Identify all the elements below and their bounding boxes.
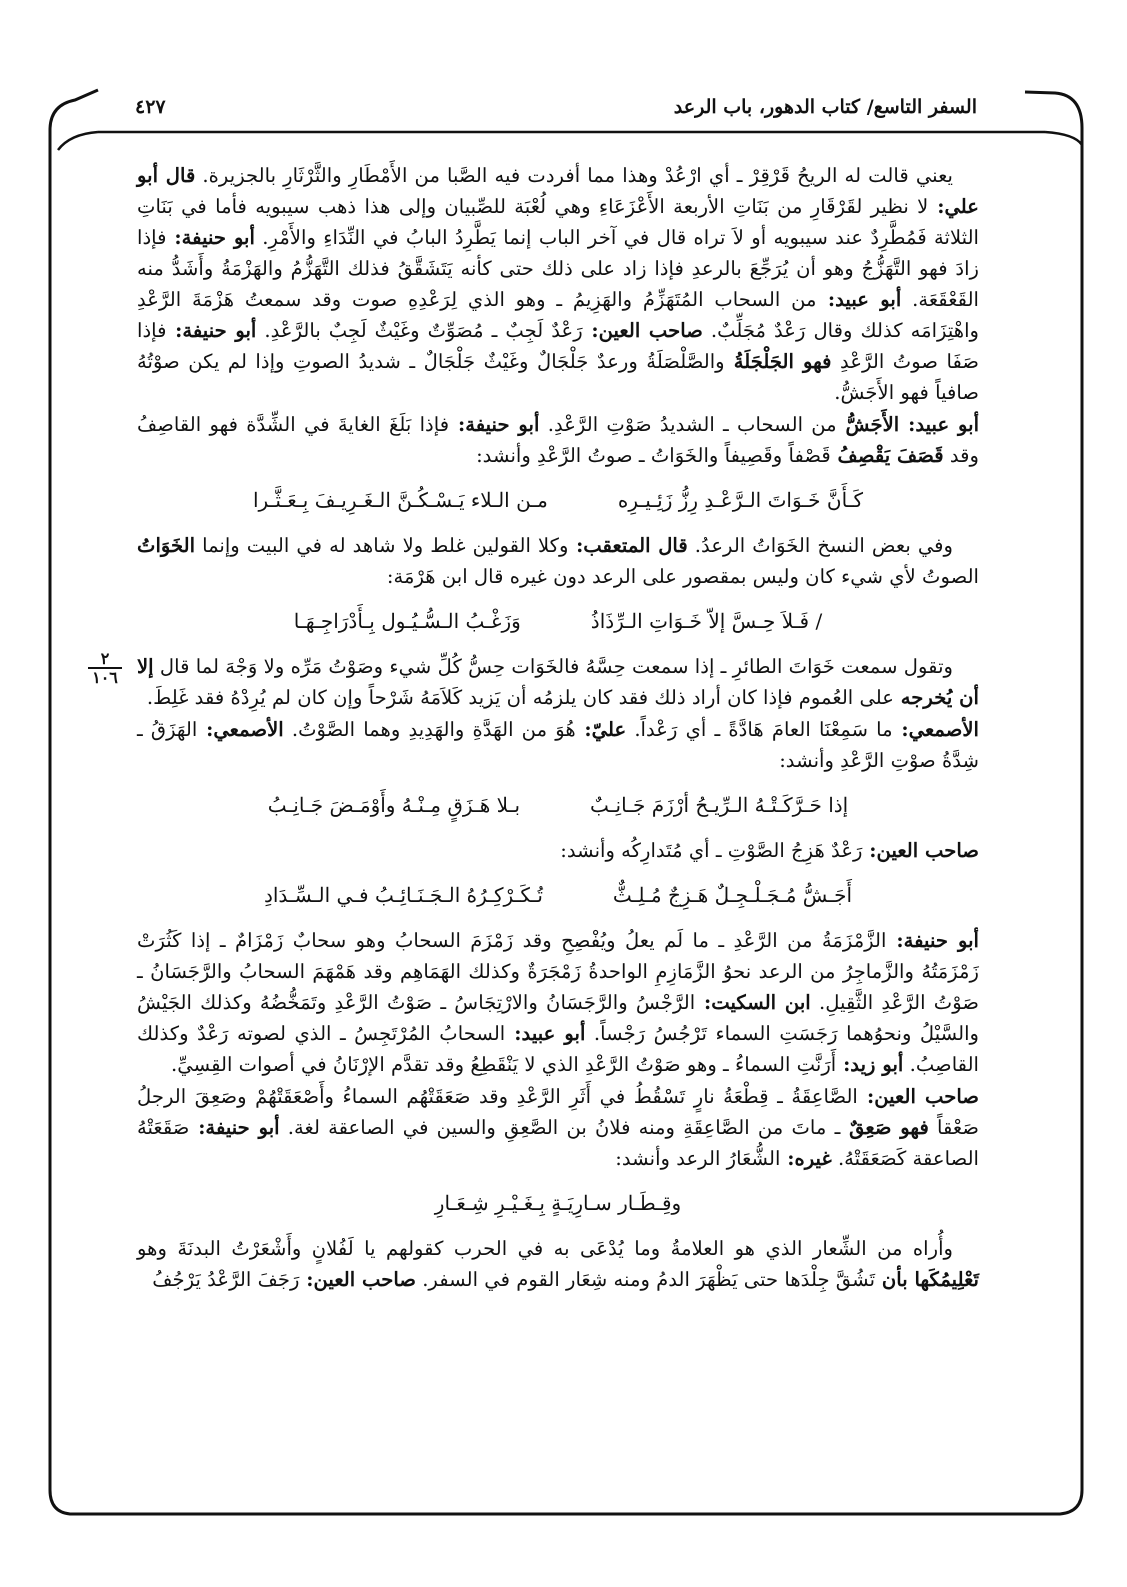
verse-hemistich-left: تُـكَـرْكِـرُهُ الـجَـنَـائِـبُ فـي الـسِّـدَادِ [263, 883, 543, 907]
text-run: فإذا بَلَغَ الغايةَ في الشِّدَّة فهو القاصِفُ وقد [137, 413, 979, 467]
margin-note-numerator: ٢ [100, 649, 110, 668]
text-run: هُوَ من الهَدَّةِ والهَدِيدِ وهما الصَّوْتُ. [283, 718, 576, 741]
verse-hemistich-left: بـلا هَـزَقٍ مِـنْـهُ وأَوْمَـضَ جَـانِـبُ [267, 793, 521, 817]
margin-note-denominator: ١٠٦ [88, 667, 122, 686]
verse-hemistich-left: وَزَغْـبُ الـسُّـيُـول بِـأَدْرَاجِـهَـا [293, 609, 521, 633]
bold-term: أبو عبيد: [505, 1022, 586, 1045]
bold-term: أبو حنيفة: [189, 1116, 280, 1139]
bold-term: صاحب العين: [582, 319, 703, 342]
text-run: الصَّاعِقَةُ ـ قِطْعَةُ نارٍ تَسْقُطُ في أَثَرِ الرَّعْدِ وقد صَعَقَتْهُم السماءُ وأَصْعَقَتْهُمْ وصَعِقَ الرجلُ صَعْقاً [137, 1085, 979, 1139]
verse-hemistich-right: إذا حَـرَّكَـتْـهُ الـرِّيـحُ أرْزَمَ جَـانِـبٌ [590, 793, 849, 817]
main-text [137, 160, 979, 1296]
verse-line [137, 484, 979, 516]
text-run: والصَّلْصَلَةُ ورعدٌ جَلْجَالٌ وغَيْثٌ جَلْجَالٌ ـ شديدُ الصوتِ وإذا لم يكن صوْتُهُ صافياً فهو الأَجَشُّ. [137, 350, 979, 404]
paragraph [137, 409, 979, 471]
text-run: من السحاب المُتَهَزِّمُ والهَزِيمُ ـ وهو الذي لِرَعْدِهِ صوت وقد سمعتُ هَزْمَةَ الرَّعْدِ واهْتِزَامَه كذلك وقال رَعْدٌ مُجَلِّبٌ. [137, 288, 980, 342]
text-run: وتقول سمعت خَوَاتَ الطائرِ ـ إذا سمعت حِسَّهُ فالخَوَات حِسُّ كُلِّ شيء وصَوْتُ مَرِّه ولا وَجْهَ لما قال [153, 655, 953, 678]
text-run: الشُّعَارُ الرعد وأنشد: [615, 1147, 781, 1170]
text-run: رَعْدٌ هَزِجُ الصَّوْتِ ـ أي مُتَدارِكُه وأنشد: [560, 839, 863, 862]
bold-term: إلا أن يُخرجه [137, 655, 979, 709]
bold-term: صاحب العين: [857, 1085, 979, 1108]
verse-line [137, 605, 979, 637]
verse-line [137, 789, 979, 821]
text-run: الصوتُ لأي شيء كان وليس بمقصور على الرعد دون غيره قال ابن هَرْمَة: [386, 565, 979, 588]
text-run: وكلا القولين غلط ولا شاهد له في البيت وإنما [195, 534, 569, 557]
verse-hemistich-right: كَـأَنَّ خَـوَاتَ الـرَّعْـدِ رِزُّ زَئِـيـرِه [617, 488, 864, 512]
bold-term: غيره: [780, 1147, 832, 1170]
bold-term: أبو زيد: [836, 1053, 904, 1076]
text-run: فإذا زادَ فهو التَّهَزُّجُ وهو أن يُرَجِّعَ بالرعدِ فإذا زاد على ذلك حتى كأنه يَتَشَقَّقُ فذلك التَّهَزُّمُ والهَزْمَةُ وأَشَدُّ منه القَعْقَعَة. [137, 226, 979, 311]
paragraph [137, 160, 979, 408]
verse-hemistich-left: مـن الـلاء يَـسْـكُـنَّ الـغَـرِيـفَ بِـعَـثَّـرا [252, 488, 548, 512]
text-run: رَجَفَ الرَّعْدُ يَرْجُفُ [152, 1268, 300, 1291]
bold-term: أبو حنيفة: [886, 929, 979, 952]
bold-term: فهو صَعِقٌ [840, 1116, 929, 1139]
text-run: قَصْفاً وقَصِيفاً والخَوَاتُ ـ صوتُ الرَّعْدِ وأنشد: [476, 444, 831, 467]
bold-term: قال المتعقب: [568, 534, 688, 557]
bold-term: أبو حنيفة: [166, 226, 255, 249]
bold-term: فهو الجَلْجَلَةُ [724, 350, 832, 373]
text-run: من السحاب ـ الشديدُ صَوْتِ الرَّعْدِ. [539, 413, 837, 436]
text-run: أَرَنَّتِ السماءُ ـ وهو صَوْتُ الرَّعْدِ الذي لا يَنْقَطِعُ وقد تقدَّم الإرْنَانُ في أصوات القِسِيِّ. [171, 1053, 837, 1076]
text-run: لا نظير لقَرْقَارِ من بَنَاتِ الأربعة الأَعْزَعَاءِ وهي لُعْبَة للصِّبيان وإلى هذا ذهب سيبويه فأما في بَنَاتِ الثلاثة فَمُطَّرِدٌ عند سيبويه أو لاَ تراه قال في آخر الباب إنما يَطَّرِدُ البابُ في النِّدَاءِ والأَمْرِ. [137, 195, 980, 249]
text-run: يعني قالت له الريحُ قَرْقِرْ ـ أي ارْعُدْ وهذا مما أفردت فيه الصَّبا من الأَمْطَارِ والثَّرْثَارِ بالجزيرة. [195, 164, 953, 187]
text-run: وأُراه من الشِّعار الذي هو العلامةُ وما يُدْعَى به في الحرب كقولهم يا لَفُلانٍ وأَشْعَرْتُ البدنَةَ وهو [137, 1237, 953, 1260]
text-run: تَشُقَّ جِلْدَها حتى يَظْهَرَ الدمُ ومنه شِعَار القوم في السفر. [415, 1268, 876, 1291]
bold-term: الأصمعي: [892, 718, 979, 741]
paragraph [137, 714, 979, 776]
text-run: وفي بعض النسخ الخَوَاتُ الرعدُ. [687, 534, 953, 557]
text-run: ما سَمِعْنَا العامَ هَادَّةً ـ أي رَعْداً. [626, 718, 893, 741]
paragraph [137, 925, 979, 1080]
verse-single-hemistich: وقِـطَـار سـارِيَـةٍ بِـغَـيْـرِ شِـعَـارِ [434, 1191, 682, 1215]
text-run: الرَّجْسُ والرَّجَسَانُ والارْتِجَاسُ ـ صَوْتُ الرَّعْدِ وتَمَخُّضُهُ وكذلك الجَيْشُ والسَّيْلُ ونحوُهما رَجَسَتِ السماء تَرْجُسُ رَجْساً. [137, 991, 979, 1045]
text-run: رَعْدٌ لَجِبٌ ـ مُصَوِّتٌ وغَيْثٌ لَجِبٌ بالرَّعْدِ. [256, 319, 583, 342]
text-run: فإذا صَفَا صوتُ الرَّعْدِ [137, 319, 979, 373]
bold-term: قَصَفَ يَقْصِفُ [830, 444, 944, 467]
bold-term: الأصمعي: [197, 718, 284, 741]
bold-term: أبو عبيد: الأَجَشُّ [836, 413, 980, 436]
bold-term: تَعْلِيمُكَها بأن [875, 1268, 979, 1291]
verse-hemistich-right: أَجَـشُّ مُـجَـلْـجِـلٌ هَـزِجٌ مُـلِـثٌّ [612, 883, 853, 907]
verse-line [137, 879, 979, 911]
verse-line [137, 1187, 979, 1219]
text-run: الزَّمْزَمَةُ من الرَّعْدِ ـ ما لَم يعلُ ويُفْصِحِ وقد زَمْزَمَ السحابُ وهو سحابٌ زَمْزَامٌ ـ إذا كَثُرَتْ زَمْزَمَتُهُ والزَّماجِرُ من الرعد نحوُ الزَّمَازِمِ الواحدةُ زَمْجَرَةٌ وكذلك الهَمَاهِم وقد هَمْهَمَ السحابُ والرَّجَسَانُ ـ صَوْتُ الرَّعْدِ الثَّقِيلِ. [137, 929, 980, 1014]
margin-folio-note [88, 650, 122, 686]
text-run: صَقَعَتْهُ الصاعقة كَصَعَقَتْهُ. [137, 1116, 979, 1170]
bold-term: الخَوَاتُ [137, 534, 196, 557]
bold-term: صاحب العين: [299, 1268, 416, 1291]
bold-term: قال أبو علي: [137, 164, 979, 218]
text-run: السحابُ المُرْتَجِسُ ـ الذي لصوته رَعْدٌ وكذلك القاصِبُ. [137, 1022, 979, 1076]
bold-term: أبو عبيد: [816, 288, 902, 311]
bold-term: صاحب العين: [862, 839, 979, 862]
page-header [135, 92, 977, 122]
text-run: الهَزَقُ ـ شِدَّةُ صوْتِ الرَّعْدِ وأنشد: [137, 718, 979, 772]
page-number: ٤٢٧ [135, 96, 166, 118]
text-run: على العُموم فإذا كان أراد ذلك فقد كان يلزمُه أن يَزيد كَلاَمَهُ شَرْحاً وإن كان لم يُرِدْهُ فقد غَلِطَ. [146, 686, 894, 709]
paragraph [137, 530, 979, 592]
paragraph [137, 1081, 979, 1174]
paragraph [137, 835, 979, 866]
bold-term: أبو حنيفة: [449, 413, 540, 436]
verse-hemistich-right: / فَـلاَ حِـسَّ إلاّ خَـوَاتِ الـرِّذَاذُ [590, 609, 823, 633]
bold-term: أبو حنيفة: [166, 319, 257, 342]
running-title: السفر التاسع/ كتاب الدهور، باب الرعد [673, 96, 977, 118]
paragraph [137, 1233, 979, 1295]
paragraph [137, 651, 979, 713]
bold-term: عليّ: [575, 718, 627, 741]
text-run: ـ ماتَ من الصَّاعِقَةِ ومنه فلانُ بن الصَّعِقِ والسين في الصاعقة لغة. [279, 1116, 841, 1139]
bold-term: ابن السكيت: [695, 991, 811, 1014]
